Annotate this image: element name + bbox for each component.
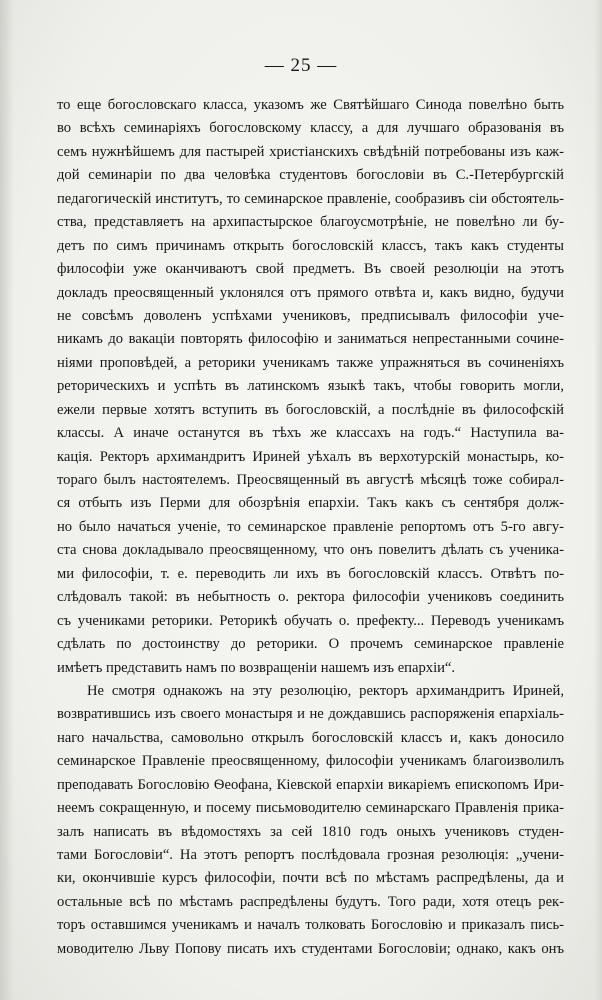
- text-line: съ учениками реторики. Реторикѣ обучать о. префекту... Переводъ ученикамъ: [57, 612, 564, 629]
- paragraph: [57, 94, 564, 680]
- text-line: педагогическій институтъ, то семинарское правленіе, сообразивъ сіи обстоятель-: [57, 190, 564, 207]
- text-line: реторическихъ и успѣть въ латинскомъ языкѣ такъ, чтобы говорить могли,: [57, 378, 564, 395]
- body-text: [57, 94, 564, 961]
- text-line: дой семинаріи по два человѣка студентовъ богословіи въ С.-Петербургскій: [57, 167, 564, 184]
- text-line: залъ написать въ вѣдомостяхъ за сей 1810 годъ оныхъ учениковъ студен-: [57, 823, 564, 840]
- text-line: ства, представляетъ на архипастырское благоусмотрѣніе, не повелѣно ли бу-: [57, 214, 564, 231]
- text-line: тораго былъ настоятелемъ. Преосвященный въ августѣ мѣсяцѣ тоже собирал-: [57, 472, 564, 488]
- text-line: ся отбыть изъ Перми для обозрѣнія епархіи. Такъ какъ съ сентября долж-: [57, 495, 564, 512]
- text-line: имѣетъ представить намъ по возвращеніи нашемъ изъ епархіи“.: [57, 659, 456, 676]
- text-line: неемъ сокращенную, и посему письмоводителю семинарскаго Правленія прика-: [57, 800, 564, 817]
- text-line: ежели первые хотятъ вступить въ богословскій, а послѣдніе въ философскій: [57, 401, 564, 418]
- paragraph: [57, 680, 564, 961]
- text-line: возвратившись изъ своего монастыря и не дождавшись распоряженія епархіаль-: [57, 706, 564, 723]
- text-line: торъ оставшимся ученикамъ и началъ толковать Богословію и приказалъ пись-: [57, 917, 564, 934]
- text-line: моводителю Льву Попову писать ихъ студентами Богословіи; однако, какъ онъ: [57, 940, 564, 957]
- text-line: сдѣлать по достоинству до реторики. О прочемъ семинарское правленіе: [57, 636, 564, 653]
- text-line: преподавать Богословію Ѳеофана, Кіевской епархіи викаріемъ епископомъ Ири-: [57, 776, 564, 793]
- text-line: то еще богословскаго класса, указомъ же Святѣйшаго Синода повелѣно быть: [57, 97, 564, 113]
- text-line: но было начаться ученіе, то семинарское правленіе репортомъ отъ 5-го авгу-: [57, 518, 564, 535]
- text-line: кація. Ректоръ архимандритъ Ириней уѣхалъ въ верхотурскій монастырь, ко-: [57, 448, 564, 465]
- page-number: — 25 —: [264, 55, 338, 76]
- text-line: наго начальства, самовольно открылъ богословскій классъ и, какъ доносило: [57, 729, 564, 746]
- text-line: не совсѣмъ доволенъ успѣхами учениковъ, предписывалъ философіи уче-: [57, 307, 564, 324]
- text-line: Не смотря однакожъ на эту резолюцію, ректоръ архимандритъ Ириней,: [87, 682, 564, 699]
- text-line: тами Богословіи“. На этотъ репортъ послѣдовала грозная резолюція: „учени-: [57, 847, 564, 863]
- text-line: ніями проповѣдей, а реторики ученикамъ также упражняться въ сочиненіяхъ: [57, 354, 564, 371]
- text-line: слѣдовалъ такой: въ небытность о. ректора философіи учениковъ соединить: [57, 589, 564, 606]
- text-line: докладъ преосвященный уклонялся отъ прямого отвѣта и, какъ видно, будучи: [57, 284, 564, 301]
- text-line: детъ по симъ причинамъ открыть богословскій классъ, такъ какъ студенты: [57, 237, 564, 254]
- text-line: ми философіи, т. е. переводить ли ихъ въ богословскій классъ. Отвѣтъ по-: [57, 565, 564, 582]
- text-line: классы. А иначе останутся въ тѣхъ же классахъ на годъ.“ Наступила ва-: [57, 425, 564, 442]
- text-line: во всѣхъ семинаріяхъ богословскому классу, а для лучшаго образованія въ: [57, 120, 564, 137]
- text-line: ста снова докладывало преосвященному, что онъ повелитъ дѣлать съ ученика-: [57, 542, 564, 559]
- page-binding-shadow: [0, 0, 14, 1000]
- text-line: ки, окончившіе курсъ философіи, почти всѣ по мѣстамъ распредѣлены, да и: [57, 870, 564, 887]
- text-line: остальные всѣ по мѣстамъ распредѣлены будутъ. Того ради, хотя отецъ рек-: [57, 893, 564, 910]
- text-line: семъ нужнѣйшемъ для пастырей христіанскихъ свѣдѣній потребованы изъ каж-: [57, 143, 564, 160]
- text-line: семинарское Правленіе преосвященному, философіи ученикамъ благоизволилъ: [57, 753, 564, 770]
- text-line: никамъ до вакаціи повторять философію и заниматься непрестанными сочине-: [57, 331, 564, 348]
- page-edge-shadow: [594, 0, 602, 1000]
- text-line: философіи уже оканчиваютъ свой предметъ. Въ своей резолюціи на этотъ: [57, 261, 564, 278]
